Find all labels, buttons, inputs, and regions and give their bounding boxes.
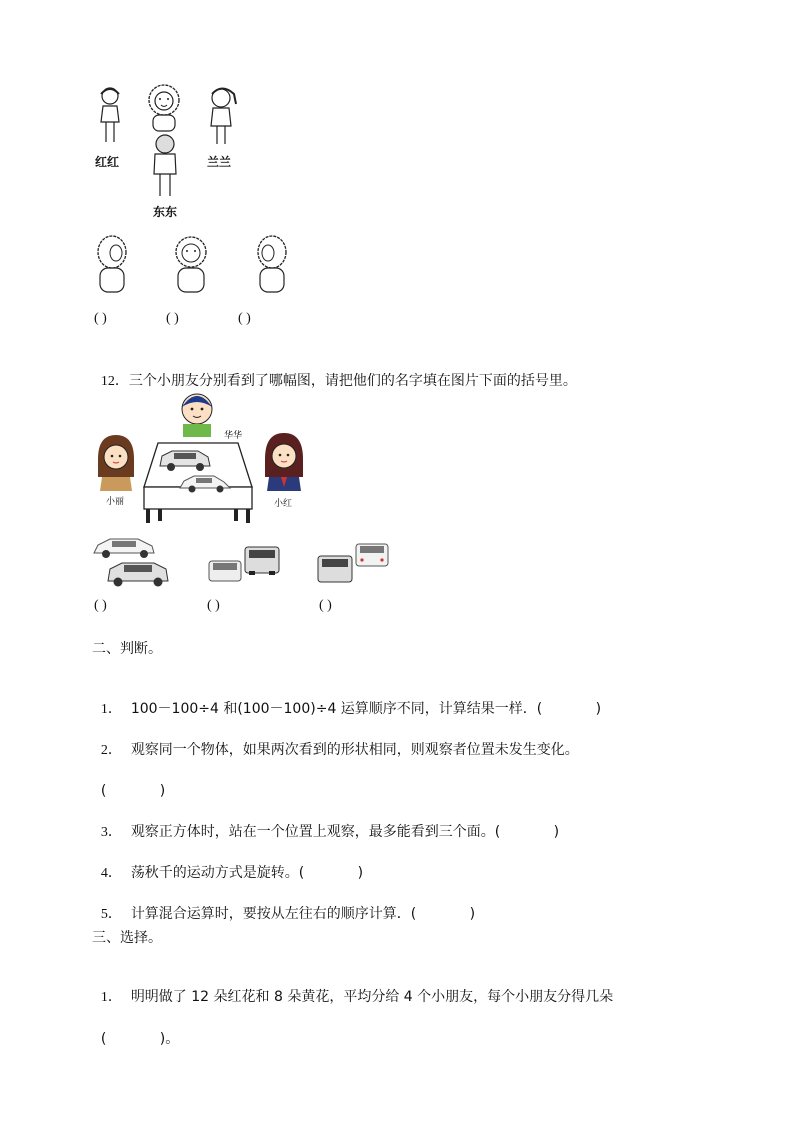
name-huahua: 华华 <box>224 431 243 441</box>
judge-item-2-answer[interactable]: ( ) <box>100 783 166 799</box>
answer-blank-6[interactable]: ( ) <box>319 598 332 613</box>
question-12 <box>92 354 577 391</box>
judge-item-1: 1． 100－100÷4 和(100－100)÷4 运算顺序不同，计算结果一样．( ) <box>100 701 602 717</box>
name-xiaohong: 小红 <box>274 499 293 509</box>
suv-on-table <box>158 448 212 472</box>
answer-blank-2[interactable]: ( ) <box>166 311 179 326</box>
girl-lanlan-image <box>202 86 240 148</box>
sedan-on-table <box>178 472 232 494</box>
lion-side-view-right <box>254 234 290 296</box>
boy-huahua-image <box>174 389 220 437</box>
lion-toy-image <box>141 84 187 136</box>
car-view-option-2 <box>207 545 281 585</box>
choice-item-1: 1． 明明做了 12 朵红花和 8 朵黄花，平均分给 4 个小朋友，每个小朋友分得几朵 <box>100 989 614 1005</box>
girl-xiaoli-image <box>94 433 138 491</box>
girl-xiaohong-image <box>261 431 307 493</box>
boy-dongdong-image <box>147 134 183 200</box>
car-view-option-1 <box>92 535 172 587</box>
car-view-option-3 <box>316 542 390 584</box>
name-xiaoli: 小丽 <box>106 497 125 507</box>
name-lanlan: 兰兰 <box>207 155 232 169</box>
lion-side-view-left <box>94 234 130 296</box>
section-3-heading: 三、选择。 <box>92 930 162 946</box>
judge-item-4: 4． 荡秋千的运动方式是旋转。( ) <box>100 865 364 881</box>
judge-item-2: 2． 观察同一个物体，如果两次看到的形状相同，则观察者位置未发生变化。 <box>100 742 579 758</box>
answer-blank-5[interactable]: ( ) <box>207 598 220 613</box>
judge-item-5: 5． 计算混合运算时，要按从左往右的顺序计算．( ) <box>100 906 476 922</box>
answer-blank-4[interactable]: ( ) <box>94 598 107 613</box>
answer-blank-1[interactable]: ( ) <box>94 311 107 326</box>
section-2-heading: 二、判断。 <box>92 641 162 657</box>
answer-blank-3[interactable]: ( ) <box>238 311 251 326</box>
name-dongdong: 东东 <box>153 205 178 219</box>
girl-honghong-image <box>94 86 128 148</box>
choice-item-1-answer[interactable]: ( )。 <box>100 1031 180 1047</box>
question-number: 12． <box>100 374 129 389</box>
question-text: 三个小朋友分别看到了哪幅图，请把他们的名字填在图片下面的括号里。 <box>128 373 577 389</box>
judge-item-3: 3． 观察正方体时，站在一个位置上观察，最多能看到三个面。( ) <box>100 824 560 840</box>
name-honghong: 红红 <box>95 155 120 169</box>
lion-front-view <box>171 234 211 296</box>
